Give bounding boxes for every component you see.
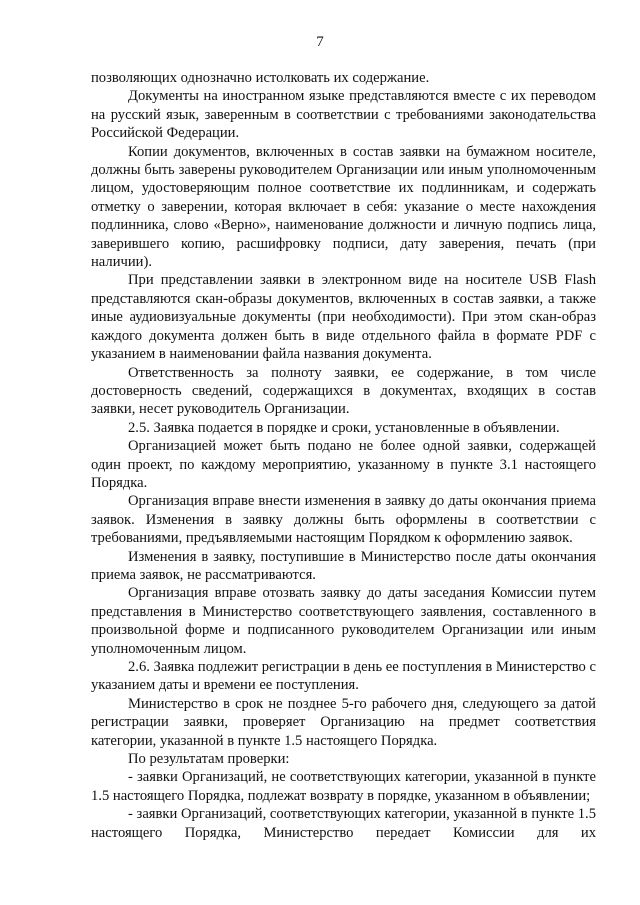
paragraph-ministry-check: Министерство в срок не позднее 5-го рабочего дня, следующего за датой регистрации заявки, проверяет Организацию на предмет соответствия категории, указанной в пункте 1.5 настоящего Порядка.	[91, 695, 596, 749]
paragraph-check-results: По результатам проверки:	[128, 751, 290, 768]
paragraph-copies-certification: Копии документов, включенных в состав заявки на бумажном носителе, должны быть заверены руководителем Организации или иным уполномоченным лицом, удостоверяющим полное соответствие их подлинникам, и содержать отметку о заверении, которая включает в себя: указание о месте нахождения подлинника, слово «Верно», наименование должности и личную подпись лица, заверившего копию, расшифровку подписи, дату заверения, печать (при наличии).	[91, 143, 596, 271]
paragraph-responsibility: Ответственность за полноту заявки, ее содержание, в том числе достоверность сведений, содержащихся в документах, входящих в состав заявки, несет руководитель Организации.	[91, 364, 596, 418]
paragraph-foreign-documents: Документы на иностранном языке представляются вместе с их переводом на русский язык, заверенным в соответствии с требованиями законодательства Российской Федерации.	[91, 88, 596, 142]
paragraph-late-changes: Изменения в заявку, поступившие в Министерство после даты окончания приема заявок, не рассматриваются.	[91, 548, 596, 583]
paragraph-changes-allowed: Организация вправе внести изменения в заявку до даты окончания приема заявок. Изменения в заявку должны быть оформлены в соответствии с требованиями, предъявляемыми настоящим Порядком к оформлению заявок.	[91, 493, 596, 547]
paragraph-section-2-5: 2.5. Заявка подается в порядке и сроки, установленные в объявлении.	[128, 419, 560, 436]
paragraph-electronic-submission: При представлении заявки в электронном виде на носителе USB Flash представляются скан-образы документов, включенных в состав заявки, а также иные аудиовизуальные документы (при необходимости). При этом скан-образ каждого документа должен быть в виде отдельного файла в формате PDF с указанием в наименовании файла названия документа.	[91, 272, 596, 363]
paragraph-one-application: Организацией может быть подано не более одной заявки, содержащей один проект, по каждому мероприятию, указанному в пункте 3.1 настоящего Порядка.	[91, 438, 596, 491]
list-item-returned: - заявки Организаций, не соответствующих категории, указанной в пункте 1.5 настоящего Порядка, подлежат возврату в порядке, указанном в объявлении;	[91, 769, 596, 804]
paragraph-section-2-6: 2.6. Заявка подлежит регистрации в день ее поступления в Министерство с указанием даты и времени ее поступления.	[91, 659, 596, 694]
paragraph-withdrawal: Организация вправе отозвать заявку до даты заседания Комиссии путем представления в Министерство соответствующего заявления, составленного в произвольной форме и подписанного руководителем Организации или иным уполномоченным лицом.	[91, 585, 596, 657]
page-number: 7	[316, 34, 324, 50]
document-body	[91, 69, 596, 842]
paragraph-continuation: позволяющих однозначно истолковать их содержание.	[91, 70, 430, 86]
list-item-passed-to-commission: - заявки Организаций, соответствующих категории, указанной в пункте 1.5 настоящего Порядка, Министерство передает Комиссии для их	[91, 806, 596, 841]
